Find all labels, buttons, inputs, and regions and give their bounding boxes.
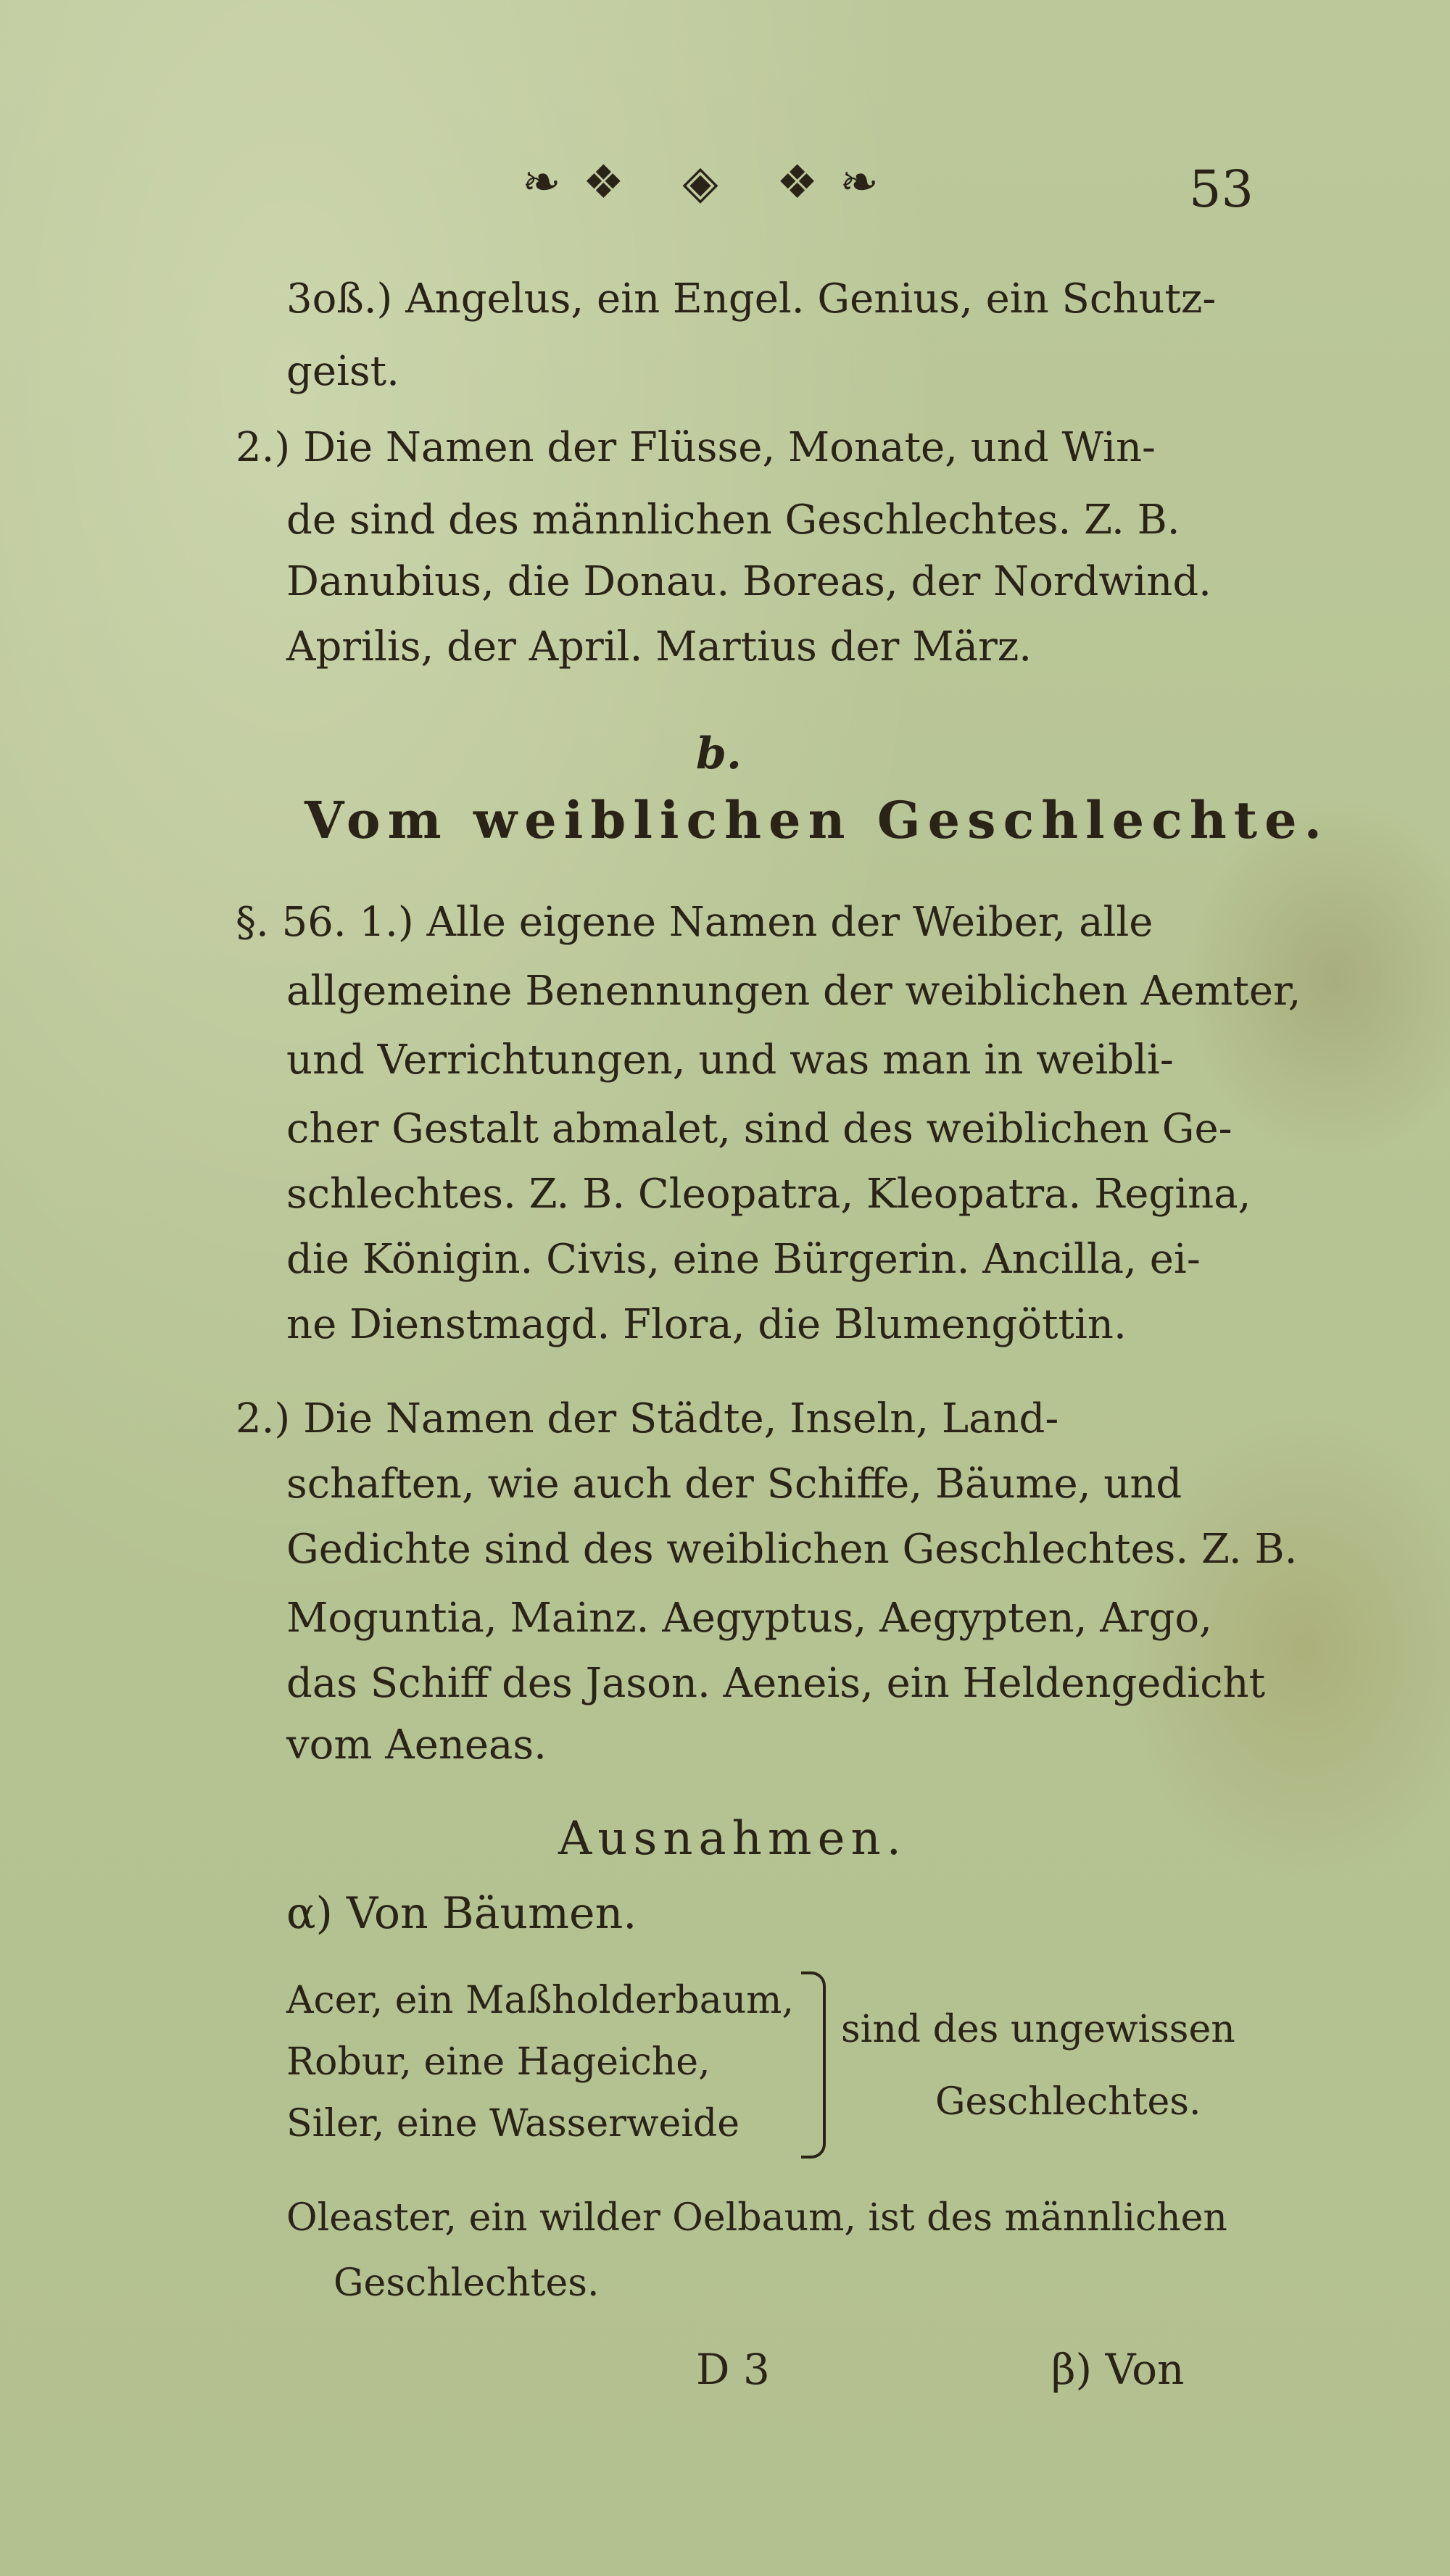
brace-note: sind des ungewissen	[841, 2008, 1235, 2051]
text-line: Moguntia, Mainz. Aegyptus, Aegypten, Argo,	[286, 1595, 1212, 1642]
subsection-letter: b.	[696, 728, 742, 779]
text-line: de sind des männlichen Geschlechtes. Z. B.	[286, 496, 1180, 544]
catchword: β) Von	[1051, 2345, 1185, 2394]
exceptions-subtitle: α) Von Bäumen.	[286, 1888, 637, 1939]
tree-line: Acer, ein Maßholderbaum,	[286, 1979, 795, 2022]
text-line: Danubius, die Donau. Boreas, der Nordwind.	[286, 558, 1211, 605]
signature-mark: D 3	[696, 2345, 770, 2394]
text-line: Gedichte sind des weiblichen Geschlechtes. Z. B.	[286, 1526, 1298, 1573]
text-line: geist.	[286, 348, 399, 395]
text-line: Aprilis, der April. Martius der März.	[286, 623, 1032, 670]
text-line: 2.) Die Namen der Städte, Inseln, Land-	[236, 1395, 1059, 1442]
text-line: die Königin. Civis, eine Bürgerin. Ancilla, ei-	[286, 1236, 1201, 1283]
page-number: 53	[1189, 159, 1254, 219]
text-line: schlechtes. Z. B. Cleopatra, Kleopatra. Regina,	[286, 1171, 1251, 1218]
curly-brace	[801, 1972, 826, 2159]
text-line: cher Gestalt abmalet, sind des weiblichen Ge-	[286, 1105, 1232, 1152]
text-line: 3oß.) Angelus, ein Engel. Genius, ein Schutz-	[286, 275, 1217, 323]
text-line: das Schiff des Jason. Aeneis, ein Heldengedicht	[286, 1660, 1266, 1707]
section-title: Vom weiblichen Geschlechte.	[304, 790, 1329, 850]
text-line: schaften, wie auch der Schiffe, Bäume, und	[286, 1461, 1182, 1508]
text-line: 2.) Die Namen der Flüsse, Monate, und Win-	[236, 424, 1156, 471]
text-line: Oleaster, ein wilder Oelbaum, ist des männlichen	[286, 2196, 1227, 2240]
text-line: Geschlechtes.	[334, 2261, 600, 2305]
header-ornament: ❧❖ ◈ ❖❧	[522, 156, 900, 209]
tree-line: Siler, eine Wasserweide	[286, 2102, 740, 2145]
exceptions-title: Ausnahmen.	[558, 1812, 907, 1866]
text-line: §. 56. 1.) Alle eigene Namen der Weiber, alle	[236, 899, 1153, 946]
text-line: allgemeine Benennungen der weiblichen Aemter,	[286, 968, 1301, 1015]
text-line: und Verrichtungen, und was man in weibli-	[286, 1036, 1174, 1084]
tree-line: Robur, eine Hageiche,	[286, 2040, 710, 2084]
text-line: ne Dienstmagd. Flora, die Blumengöttin.	[286, 1301, 1127, 1348]
text-line: vom Aeneas.	[286, 1721, 547, 1769]
brace-note: Geschlechtes.	[935, 2080, 1201, 2124]
